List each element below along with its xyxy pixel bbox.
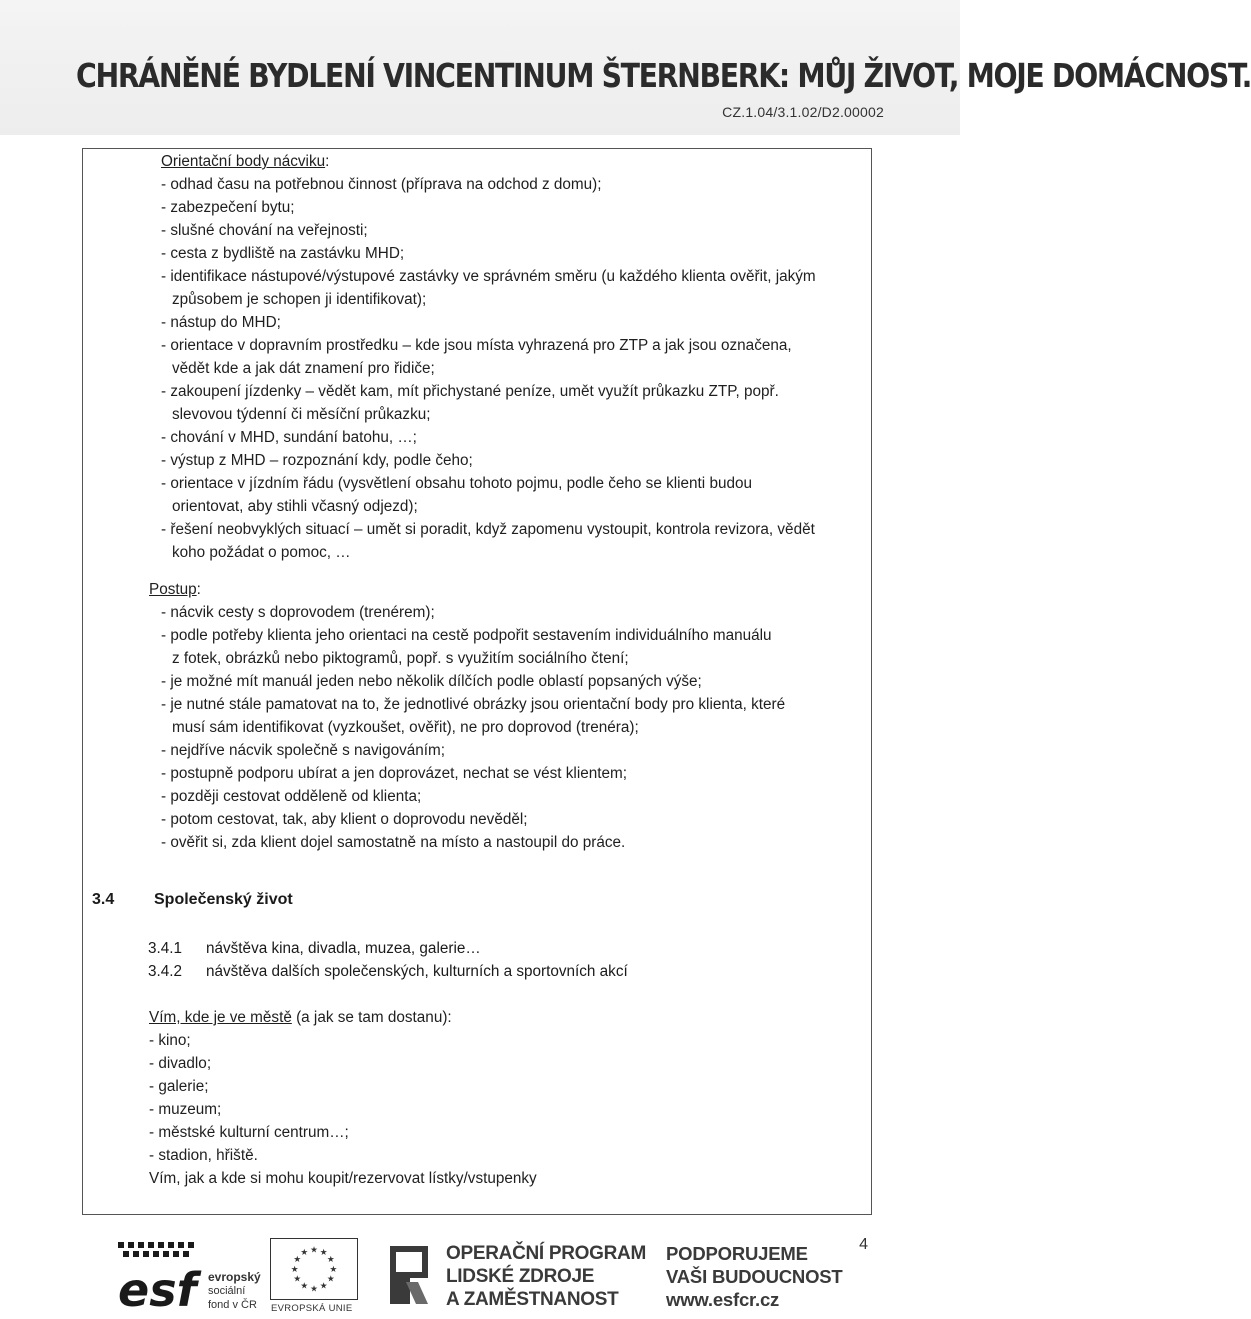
knowledge-closing: Vím, jak a kde si mohu koupit/rezervovat lístky/vstupenky xyxy=(149,1170,537,1187)
procedure-item: musí sám identifikovat (vyzkoušet, ověřit), ne pro doprovod (trenéra); xyxy=(172,719,639,736)
orientation-item: způsobem je schopen ji identifikovat); xyxy=(172,291,427,308)
knowledge-heading: Vím, kde je ve městě (a jak se tam dostanu): xyxy=(149,1009,452,1026)
knowledge-item: - galerie; xyxy=(149,1078,209,1095)
orientation-list xyxy=(161,173,816,564)
procedure-item: - podle potřeby klienta jeho orientaci na cestě podpořit sestavením individuálního manuálu xyxy=(161,627,772,644)
procedure-item: - je možné mít manuál jeden nebo několik dílčích podle oblastí popsaných výše; xyxy=(161,673,702,690)
subsection-1 xyxy=(148,940,481,958)
esf-mark: esf xyxy=(118,1263,197,1317)
orientation-item: - řešení neobvyklých situací – umět si poradit, když zapomenu vystoupit, kontrola revizora, vědět xyxy=(161,521,815,538)
knowledge-item: - kino; xyxy=(149,1032,191,1049)
page-number: 4 xyxy=(859,1236,868,1253)
procedure-item: - nácvik cesty s doprovodem (trenérem); xyxy=(161,604,435,621)
eu-star-icon: ★ xyxy=(329,1263,338,1274)
orientation-item: - identifikace nástupové/výstupové zastávky ve správném směru (u každého klienta ověřit, jakým xyxy=(161,268,816,285)
orientation-item: - orientace v dopravním prostředku – kde jsou místa vyhrazená pro ZTP a jak jsou označena, xyxy=(161,337,792,354)
subsection-number: 3.4.2 xyxy=(148,963,183,980)
orientation-item: vědět kde a jak dát znamení pro řidiče; xyxy=(172,360,435,377)
eu-flag-icon xyxy=(270,1238,358,1300)
procedure-section xyxy=(149,578,785,854)
procedure-item: - postupně podporu ubírat a jen doprovázet, nechat se vést klientem; xyxy=(161,765,627,782)
section-title: Společenský život xyxy=(154,891,293,908)
knowledge-item: - stadion, hřiště. xyxy=(149,1147,258,1164)
section-heading xyxy=(92,891,293,909)
orientation-item: - slušné chování na veřejnosti; xyxy=(161,222,368,239)
eu-star-icon: ★ xyxy=(293,1254,302,1265)
orientation-item: - orientace v jízdním řádu (vysvětlení obsahu tohoto pojmu, podle čeho se klienti budou xyxy=(161,475,752,492)
orientation-item: orientovat, aby stihli včasný odjezd); xyxy=(172,498,418,515)
eu-star-icon: ★ xyxy=(326,1254,335,1265)
project-title: CHRÁNĚNÉ BYDLENÍ VINCENTINUM ŠTERNBERK: MŮJ ŽIVOT, MOJE DOMÁCNOST. xyxy=(76,56,1251,95)
esf-logo-icon xyxy=(116,1240,202,1317)
esf-caption: evropský sociální fond v ČR xyxy=(208,1270,261,1311)
orientation-item: - odhad času na potřebnou činnost (příprava na odchod z domu); xyxy=(161,176,602,193)
eu-star-icon: ★ xyxy=(310,1244,318,1255)
orientation-item: - nástup do MHD; xyxy=(161,314,281,331)
subsection-text: návštěva kina, divadla, muzea, galerie… xyxy=(206,940,481,957)
knowledge-list xyxy=(149,1029,537,1167)
orientation-item: - chování v MHD, sundání batohu, …; xyxy=(161,429,417,446)
procedure-list xyxy=(149,601,785,854)
eu-star-icon: ★ xyxy=(300,1280,309,1291)
eu-star-icon: ★ xyxy=(293,1273,302,1284)
eu-star-icon: ★ xyxy=(319,1247,328,1258)
procedure-item: - potom cestovat, tak, aby klient o doprovodu nevěděl; xyxy=(161,811,528,828)
project-code: CZ.1.04/3.1.02/D2.00002 xyxy=(722,104,884,120)
op-program-text: OPERAČNÍ PROGRAM LIDSKÉ ZDROJE A ZAMĚSTNANOST xyxy=(446,1243,646,1310)
procedure-item: - je nutné stále pamatovat na to, že jednotlivé obrázky jsou orientační body pro klienta, které xyxy=(161,696,786,713)
support-text: PODPORUJEME VAŠI BUDOUCNOST www.esfcr.cz xyxy=(666,1243,843,1310)
orientation-item: - zakoupení jízdenky – vědět kam, mít přichystané peníze, umět využít průkazku ZTP, popř. xyxy=(161,383,779,400)
subsection-number: 3.4.1 xyxy=(148,940,183,957)
esf-website-link[interactable]: www.esfcr.cz xyxy=(666,1289,780,1310)
eu-star-icon: ★ xyxy=(290,1263,299,1274)
subsection-2 xyxy=(148,963,628,981)
footer-logos xyxy=(0,1226,960,1319)
knowledge-section xyxy=(149,1006,537,1190)
procedure-item: - ověřit si, zda klient dojel samostatně na místo a nastoupil do práce. xyxy=(161,834,626,851)
eu-star-icon: ★ xyxy=(300,1247,309,1258)
orientation-item: - zabezpečení bytu; xyxy=(161,199,295,216)
knowledge-item: - divadlo; xyxy=(149,1055,212,1072)
section-number: 3.4 xyxy=(92,891,115,908)
knowledge-item: - muzeum; xyxy=(149,1101,222,1118)
op-program-icon xyxy=(382,1238,436,1312)
eu-label: EVROPSKÁ UNIE xyxy=(271,1303,353,1314)
eu-star-icon: ★ xyxy=(319,1280,328,1291)
eu-star-icon: ★ xyxy=(310,1283,318,1294)
subsection-text: návštěva dalších společenských, kulturních a sportovních akcí xyxy=(206,963,628,980)
orientation-item: - cesta z bydliště na zastávku MHD; xyxy=(161,245,405,262)
orientation-item: - výstup z MHD – rozpoznání kdy, podle čeho; xyxy=(161,452,473,469)
orientation-item: slevovou týdenní či měsíční průkazku; xyxy=(172,406,431,423)
procedure-item: - nejdříve nácvik společně s navigováním; xyxy=(161,742,445,759)
procedure-item: z fotek, obrázků nebo piktogramů, popř. s využitím sociálního čtení; xyxy=(172,650,629,667)
orientation-heading: Orientační body nácviku: xyxy=(161,153,330,170)
knowledge-item: - městské kulturní centrum…; xyxy=(149,1124,349,1141)
orientation-item: koho požádat o pomoc, … xyxy=(172,544,351,561)
orientation-section xyxy=(161,150,816,564)
eu-star-icon: ★ xyxy=(326,1273,335,1284)
procedure-item: - později cestovat odděleně od klienta; xyxy=(161,788,422,805)
procedure-heading: Postup: xyxy=(149,581,201,598)
header-banner xyxy=(0,0,1251,135)
